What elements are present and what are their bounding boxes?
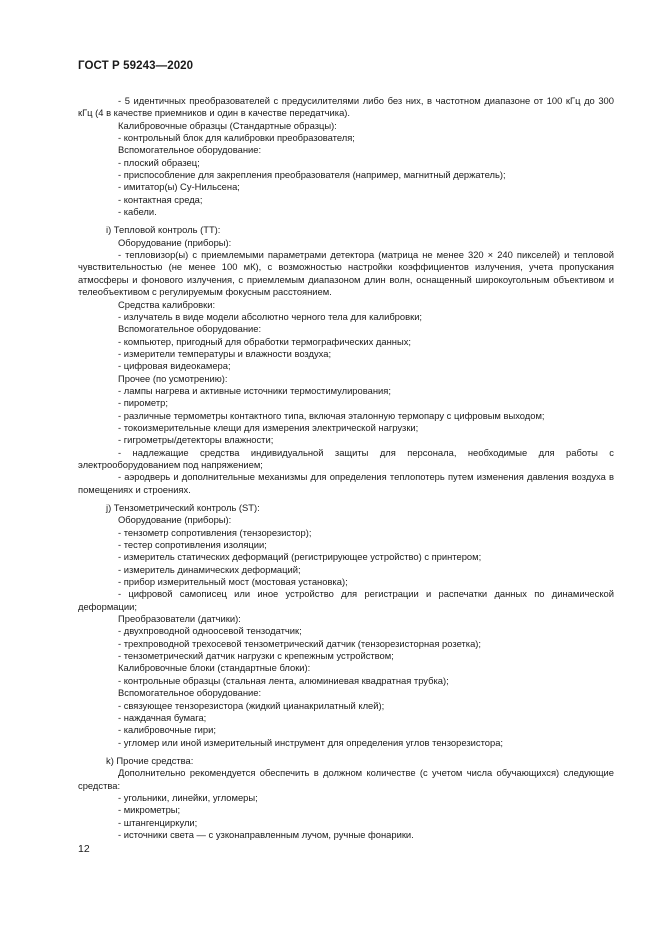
list-item: - двухпроводной одноосевой тензодатчик; bbox=[118, 625, 302, 637]
list-item: - тензометрический датчик нагрузки с крепежным устройством; bbox=[118, 650, 394, 662]
list-item: - штангенциркули; bbox=[118, 816, 198, 828]
paragraph: - цифровой самописец или иное устройство для регистрации и распечатки данных по динамической деформации; bbox=[78, 588, 614, 612]
page-number: 12 bbox=[78, 843, 90, 855]
list-item: - связующее тензорезистора (жидкий цианакрилатный клей); bbox=[118, 699, 385, 711]
list-item: - угольники, линейки, угломеры; bbox=[118, 791, 258, 803]
list-item: - контрольный блок для калибровки преобразователя; bbox=[118, 132, 355, 144]
list-item: - цифровая видеокамера; bbox=[118, 360, 231, 372]
document-header: ГОСТ Р 59243—2020 bbox=[78, 60, 194, 72]
list-item: - прибор измерительный мост (мостовая установка); bbox=[118, 576, 348, 588]
page-body bbox=[78, 95, 614, 841]
list-item: - трехпроводной трехосевой тензометрический датчик (тензорезисторная розетка); bbox=[118, 637, 482, 649]
subheading: Преобразователи (датчики): bbox=[118, 613, 241, 625]
subheading: Оборудование (приборы): bbox=[118, 236, 232, 248]
paragraph: Дополнительно рекомендуется обеспечить в должном количестве (с учетом числа обучающихся) следующие средства: bbox=[78, 767, 614, 791]
list-item: - приспособление для закрепления преобразователя (например, магнитный держатель); bbox=[118, 169, 506, 181]
list-item: - контактная среда; bbox=[118, 193, 203, 205]
list-item: - излучатель в виде модели абсолютно черного тела для калибровки; bbox=[118, 310, 423, 322]
list-item: - пирометр; bbox=[118, 397, 168, 409]
subheading: Средства калибровки: bbox=[118, 298, 216, 310]
list-item: - гигрометры/детекторы влажности; bbox=[118, 434, 274, 446]
list-item: - различные термометры контактного типа, включая эталонную термопару с цифровым выходом; bbox=[118, 409, 545, 421]
list-item: - наждачная бумага; bbox=[118, 711, 207, 723]
list-item: - имитатор(ы) Су-Нильсена; bbox=[118, 181, 240, 193]
list-item: - тестер сопротивления изоляции; bbox=[118, 539, 267, 551]
subheading: Калибровочные образцы (Стандартные образцы): bbox=[118, 119, 337, 131]
subheading: Вспомогательное оборудование: bbox=[118, 144, 262, 156]
list-item: - измеритель динамических деформаций; bbox=[118, 563, 301, 575]
paragraph: - надлежащие средства индивидуальной защиты для персонала, необходимые для работы с электрооборудованием под напряжением; bbox=[78, 446, 614, 470]
paragraph: - аэродверь и дополнительные механизмы для определения теплопотерь путем изменения давления воздуха в помещениях и строениях. bbox=[78, 471, 614, 495]
section-title: i) Тепловой контроль (ТТ): bbox=[106, 224, 221, 236]
paragraph: - 5 идентичных преобразователей с предусилителями либо без них, в частотном диапазоне от 100 кГц до 300 кГц (4 в качестве приемников и один в качестве передатчика). bbox=[78, 95, 614, 119]
list-item: - плоский образец; bbox=[118, 156, 200, 168]
subheading: Вспомогательное оборудование: bbox=[118, 687, 262, 699]
list-item: - кабели. bbox=[118, 206, 157, 218]
section-title: k) Прочие средства: bbox=[106, 754, 194, 766]
paragraph: - тепловизор(ы) с приемлемыми параметрами детектора (матрица не менее 320 × 240 пикселей) и тепловой чувствительностью (не менее 100 мК), с возможностью настройки коэффициентов излучения, учета пропускания атмосферы и фонового излучения, с приемлемым диапазоном длин волн, оснащенный широкоугольным объективом и телеобъективом с регулируемым фокусным расстоянием. bbox=[78, 249, 614, 298]
list-item: - тензометр сопротивления (тензорезистор); bbox=[118, 526, 312, 538]
section-title: j) Тензометрический контроль (ST): bbox=[106, 502, 260, 513]
list-item: - калибровочные гири; bbox=[118, 724, 216, 736]
list-item: - измеритель статических деформаций (регистрирующее устройство) с принтером; bbox=[118, 551, 482, 563]
list-item: - измерители температуры и влажности воздуха; bbox=[118, 347, 332, 359]
list-item: - угломер или иной измерительный инструмент для определения углов тензорезистора; bbox=[118, 736, 504, 748]
list-item: - компьютер, пригодный для обработки термографических данных; bbox=[118, 335, 411, 347]
subheading: Калибровочные блоки (стандартные блоки): bbox=[118, 662, 311, 674]
list-item: - микрометры; bbox=[118, 804, 181, 816]
subheading: Прочее (по усмотрению): bbox=[118, 372, 228, 384]
list-item: - источники света — с узконаправленным лучом, ручные фонарики. bbox=[118, 828, 414, 840]
list-item: - контрольные образцы (стальная лента, алюминиевая квадратная трубка); bbox=[118, 674, 449, 686]
subheading: Оборудование (приборы): bbox=[118, 514, 232, 526]
list-item: - токоизмерительные клещи для измерения электрической нагрузки; bbox=[118, 421, 419, 433]
list-item: - лампы нагрева и активные источники термостимулирования; bbox=[118, 384, 391, 396]
subheading: Вспомогательное оборудование: bbox=[118, 323, 262, 335]
